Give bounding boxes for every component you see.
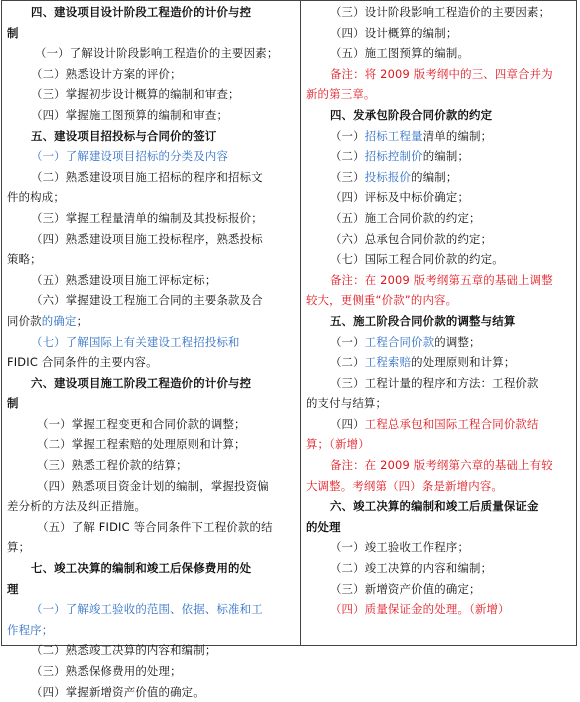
- list-item: （一）掌握工程变更和合同价款的调整；: [37, 416, 246, 431]
- list-item: （三）设计阶段影响工程造价的主要因素；: [329, 5, 551, 19]
- list-item: （一）了解建设项目招标的分类及内容: [31, 149, 229, 164]
- list-item: （二）熟悉建设项目施工招标的程序和招标文: [31, 169, 263, 184]
- list-item: （三）掌握工程量清单的编制及其投标报价；: [31, 210, 263, 225]
- list-item: （六）掌握建设工程施工合同的主要条款及合: [31, 293, 263, 308]
- remark-note: 备注：在 2009 版考纲第六章的基础上有较: [329, 458, 553, 473]
- list-item: （二）熟悉设计方案的评价；: [31, 66, 182, 81]
- list-item: （四）熟悉建设项目施工投标程序，熟悉投标: [31, 231, 263, 246]
- list-item: （五）施工合同价款的约定；: [329, 210, 481, 225]
- list-item: （七）了解国际上有关建设工程招投标和: [31, 334, 240, 349]
- list-item: （一）了解竣工验收的范围、依据、标准和工: [31, 602, 263, 617]
- remark-note-cont: 新的第三章。: [305, 87, 376, 102]
- list-item-cont: 算；（新增）: [305, 437, 370, 452]
- list-item: （四）设计概算的编制；: [329, 25, 458, 40]
- list-item-cont: 差分析的方法及纠正措施。: [7, 499, 147, 514]
- list-item: （二）掌握工程索赔的处理原则和计算；: [37, 437, 246, 452]
- list-item: （二）工程索赔的处理原则和计算；: [329, 355, 516, 370]
- list-item: （三）掌握初步设计概算的编制和审查；: [31, 87, 240, 102]
- list-item: （一）竣工验收工作程序；: [329, 540, 470, 555]
- section-6-heading: 六、竣工决算的编制和竣工后质量保证金: [329, 499, 539, 514]
- section-6-heading-cont: 的处理: [305, 519, 341, 534]
- section-7-heading: 七、竣工决算的编制和竣工后保修费用的处: [31, 561, 252, 576]
- list-item-cont: 件的构成；: [7, 190, 65, 205]
- section-5-heading: 五、施工阶段合同价款的调整与结算: [329, 313, 516, 328]
- remark-note: 备注：在 2009 版考纲第五章的基础上调整: [329, 272, 553, 287]
- list-item: （三）投标报价的编制；: [329, 169, 458, 184]
- list-item: （四）熟悉项目资金计划的编制，掌握投资偏: [37, 478, 269, 493]
- list-item: （六）总承包合同价款的约定；: [329, 231, 493, 246]
- list-item: （三）新增资产价值的确定；: [329, 581, 481, 596]
- list-item: （四）工程总承包和国际工程合同价款结: [329, 416, 539, 431]
- list-item-cont: 的支付与结算；: [305, 396, 388, 411]
- list-item: （一）工程合同价款的调整；: [329, 334, 481, 349]
- remark-note-cont: 大调整。考纲第（四）条是新增内容。: [305, 478, 503, 493]
- list-item: （七）国际工程合同价款的约定。: [329, 252, 504, 267]
- list-item: （四）质量保证金的处理。（新增）: [329, 602, 510, 617]
- list-item-cont: 策略；: [7, 252, 42, 267]
- list-item: （二）招标控制价的编制；: [329, 149, 470, 164]
- list-item: （二）竣工决算的内容和编制；: [329, 561, 493, 576]
- remark-note-cont: 较大，更侧重“价款”的内容。: [305, 293, 458, 308]
- list-item-cont: FIDIC 合同条件的主要内容。: [7, 355, 158, 370]
- section-6-heading: 六、建设项目施工阶段工程造价的计价与控: [31, 375, 252, 390]
- list-item-cont: 同价款的确定；: [7, 313, 89, 328]
- list-item: （三）熟悉保修费用的处理；: [31, 664, 182, 678]
- section-6-heading-cont: 制: [7, 396, 19, 411]
- list-item: （二）熟悉竣工决算的内容和编制；: [31, 643, 217, 658]
- list-item: （三）熟悉工程价款的结算；: [37, 458, 188, 473]
- section-4-heading: 四、发承包阶段合同价款的约定: [329, 107, 493, 122]
- list-item: （五）熟悉建设项目施工评标定标；: [31, 272, 217, 287]
- list-item: （五）了解 FIDIC 等合同条件下工程价款的结: [37, 519, 273, 534]
- list-item: （四）评标及中标价确定；: [329, 190, 470, 205]
- list-item: （一）招标工程量清单的编制；: [329, 128, 493, 143]
- list-item-cont: 作程序；: [7, 622, 54, 637]
- list-item: （一）了解设计阶段影响工程造价的主要因素；: [35, 46, 279, 61]
- section-4-heading: 四、建设项目设计阶段工程造价的计价与控: [31, 5, 252, 19]
- list-item: （三）工程计量的程序和方法：工程价款: [329, 375, 539, 390]
- section-7-heading-cont: 理: [7, 581, 19, 596]
- list-item: （四）掌握新增资产价值的确定。: [31, 684, 205, 699]
- section-5-heading: 五、建设项目招投标与合同价的签订: [31, 128, 217, 143]
- list-item-cont: 算；: [7, 540, 31, 555]
- list-item: （四）掌握施工图预算的编制和审查；: [31, 107, 229, 122]
- left-column-old-syllabus: [2, 1, 301, 699]
- syllabus-comparison-table: [1, 0, 577, 699]
- right-column-new-syllabus: [301, 1, 576, 645]
- remark-note: 备注：将 2009 版考纲中的三、四章合并为: [329, 66, 553, 81]
- section-4-heading-cont: 制: [7, 25, 19, 40]
- list-item: （五）施工图预算的编制。: [329, 46, 470, 61]
